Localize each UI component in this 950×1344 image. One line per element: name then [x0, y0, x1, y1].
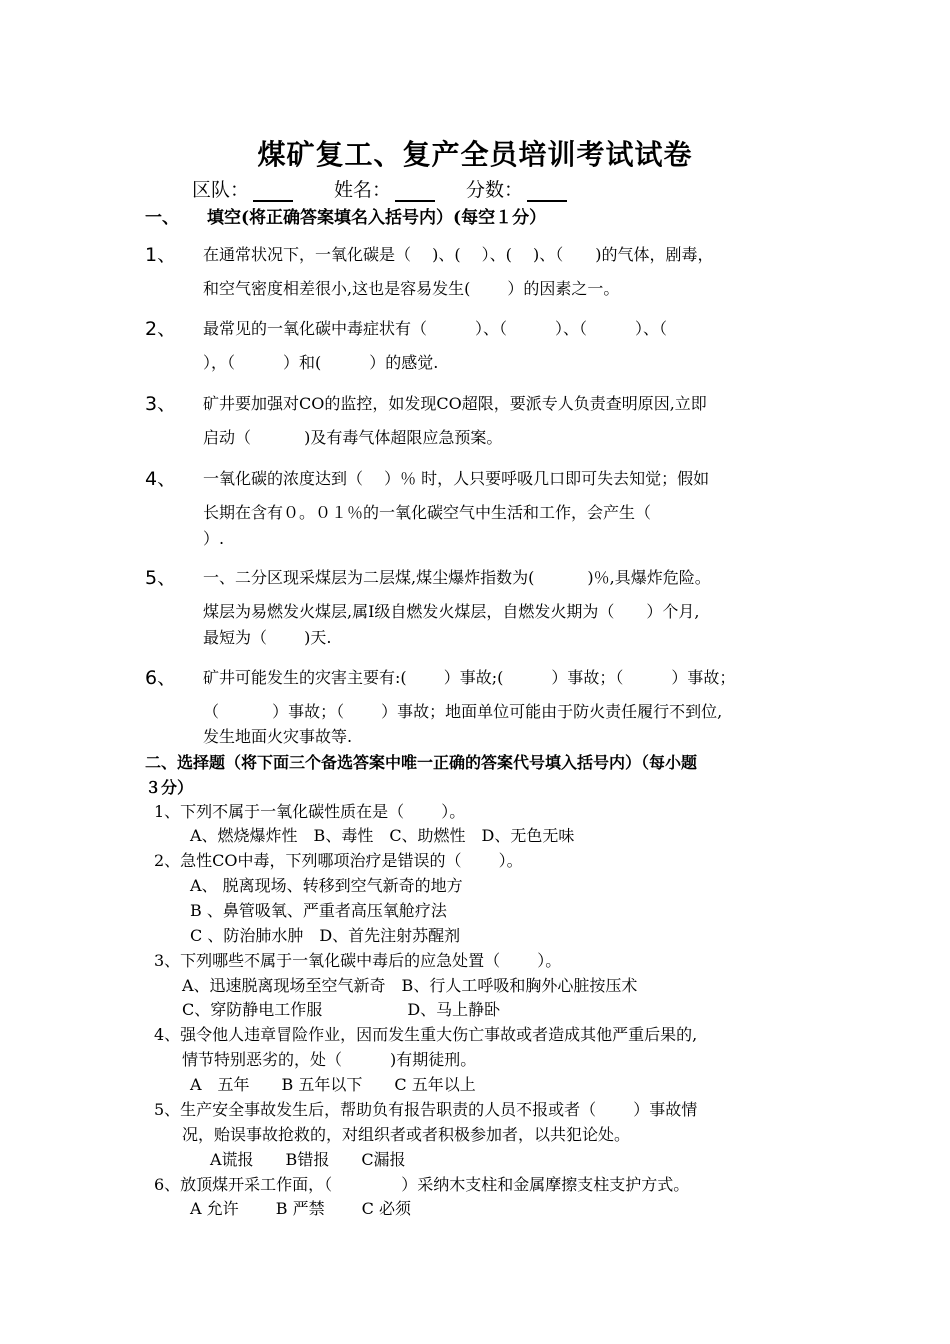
mc-question: 3、下列哪些不属于一氧化碳中毒后的应急处置（ ）。 — [154, 951, 562, 970]
question-number: 4、 — [145, 468, 177, 490]
question-line: 一、二分区现采煤层为二层煤,煤尘爆炸指数为( )％,具爆炸危险。 — [203, 568, 711, 587]
question-line: 启动（ )及有毒气体超限应急预案。 — [203, 428, 503, 447]
section1-title: 填空(将正确答案填名入括号内）(每空１分） — [207, 208, 547, 228]
mc-question-cont: 况，贻误事故抢救的，对组织者或者积极参加者，以共犯论处。 — [182, 1125, 631, 1144]
mc-question: 2、急性CO中毒，下列哪项治疗是错误的（ ）。 — [154, 851, 523, 870]
page-title: 煤矿复工、复产全员培训考试试卷 — [257, 138, 693, 171]
section1-heading — [145, 203, 546, 228]
mc-options: B 、鼻管吸氧、严重者高压氧舱疗法 — [190, 901, 447, 920]
question-number: 3、 — [145, 393, 177, 415]
name-field — [334, 175, 435, 202]
mc-options: A 允许 B 严禁 C 必须 — [190, 1199, 411, 1218]
question-line: 一氧化碳的浓度达到（ ）％ 时，人只要呼吸几口即可失去知觉；假如 — [203, 469, 710, 488]
question-line: ）. — [203, 529, 225, 548]
question-line: 最短为（ )天. — [203, 628, 332, 647]
score-label: 分数： — [466, 179, 524, 201]
question-line: （ ）事故；（ ）事故；地面单位可能由于防火责任履行不到位, — [203, 702, 723, 721]
question-line: 在通常状况下，一氧化碳是（ )、( ）、( )、（ )的气体，剧毒， — [203, 245, 714, 264]
question-line: 和空气密度相差很小,这也是容易发生( ）的因素之一。 — [203, 279, 620, 298]
mc-options: A、 脱离现场、转移到空气新奇的地方 — [190, 876, 463, 895]
score-blank — [527, 182, 567, 202]
team-blank — [253, 182, 293, 202]
team-label: 区队： — [192, 179, 250, 201]
mc-question: 1、下列不属于一氧化碳性质在是（ ）。 — [154, 802, 466, 821]
mc-options: C 、防治肺水肿 D、首先注射苏醒剂 — [190, 926, 461, 945]
question-line: 发生地面火灾事故等. — [203, 727, 353, 746]
mc-question: 6、放顶煤开采工作面，（ ）采纳木支柱和金属摩擦支柱支护方式。 — [154, 1175, 690, 1194]
question-line: 长期在含有０。０１％的一氧化碳空气中生活和工作，会产生（ — [203, 503, 652, 522]
mc-question: 4、强令他人违章冒险作业，因而发生重大伤亡事故或者造成其他严重后果的, — [154, 1025, 698, 1044]
score-field — [466, 175, 567, 202]
question-line: 煤层为易燃发火煤层,属Ⅰ级自燃发火煤层，自燃发火期为（ ）个月, — [203, 602, 700, 621]
question-number: 2、 — [145, 318, 177, 340]
question-number: 5、 — [145, 567, 177, 589]
mc-options: A、迅速脱离现场至空气新奇 B、行人工呼吸和胸外心脏按压术 — [182, 976, 638, 995]
mc-question-cont: 情节特别恶劣的，处（ )有期徒刑。 — [182, 1050, 477, 1069]
name-label: 姓名： — [334, 179, 392, 201]
name-blank — [395, 182, 435, 202]
question-line: 矿井可能发生的灾害主要有:( ）事故;( ）事故；（ ）事故； — [203, 668, 736, 687]
section2-heading: 二、选择题（将下面三个备选答案中唯一正确的答案代号填入括号内）（每小题 — [145, 753, 698, 772]
question-number: 6、 — [145, 667, 177, 689]
section1-number: 一、 — [145, 208, 179, 228]
mc-question: 5、生产安全事故发生后，帮助负有报告职责的人员不报或者（ ）事故情 — [154, 1100, 698, 1119]
mc-options: A 五年 B 五年以下 C 五年以上 — [190, 1075, 476, 1094]
mc-options: A、燃烧爆炸性 B、毒性 C、助燃性 D、无色无味 — [190, 826, 575, 845]
mc-options: C、穿防静电工作服 D、马上静卧 — [182, 1000, 501, 1019]
mc-options: A谎报 B错报 C漏报 — [210, 1150, 406, 1169]
question-line: ），（ ）和( ）的感觉. — [203, 353, 439, 372]
question-number: 1、 — [145, 244, 177, 266]
question-line: 矿井要加强对CO的监控，如发现CO超限，要派专人负责查明原因,立即 — [203, 394, 707, 413]
section2-heading-cont: ３分） — [145, 778, 194, 797]
question-line: 最常见的一氧化碳中毒症状有（ ）、（ ）、（ ）、（ — [203, 319, 668, 338]
team-field — [192, 175, 293, 202]
